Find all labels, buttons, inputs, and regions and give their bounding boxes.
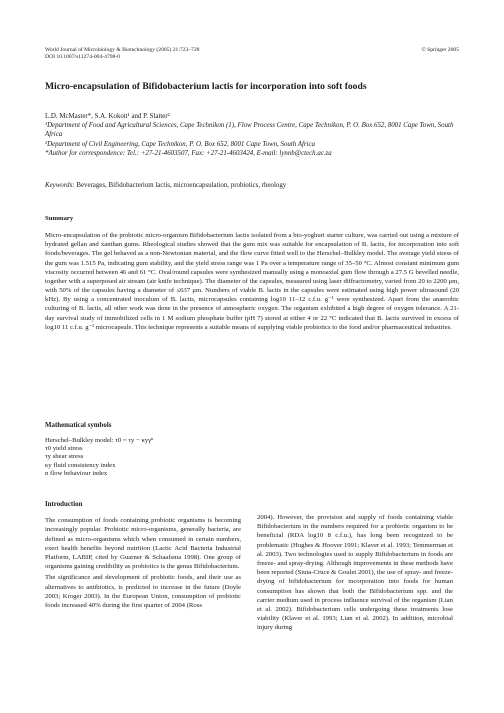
journal-citation: World Journal of Microbiology & Biotechnology (2005) 21:723–728 [45, 47, 200, 53]
intro-paragraph: The consumption of foods containing probiotic organisms is becoming increasingly popular. Probiotic micro-organisms, generally bacteria, are defined as micro-organisms which when consumed in certain numbers, exert health benefits beyond nutrition (Lactic Acid Bacteria Industrial Platform, LABIP, cited by Guarner & Schaafsma 1998). One group of organisms gaining credibility as probiotics is the genus Bifidobacterium. [45, 517, 241, 571]
article-title: Micro-encapsulation of Bifidobacterium lactis for incorporation into soft foods [45, 81, 367, 92]
intro-paragraph: 2004). However, the provision and supply of foods containing viable Bifidobacterium in the numbers required for a probiotic organism to be beneficial (RDA log10 8 c.f.u.), has long been recognized to be problematic (Hughes & Hoover 1991; Klaver et al. 1993; Temmerman et al. 2003). Two technologies used to supply Bifidobacterium in foods are freeze- and spray-drying. Although improvements in these methods have been reported (Siuta-Cruce & Goulet 2001), the use of spray- and freeze-drying of bifidobacterium for incorporation into foods for human consumption has shown that both the Bifidobacterium spp. and the carrier medium used in process influence survival of the organism (Lian et al. 2002). Bifidobacterium cells undergoing these treatments lose viability (Klaver et al. 1993; Lian et al. 2002). In addition, microbial injury during [257, 514, 453, 632]
doi: DOI 10.1007/s11274-004-4798-0 [45, 54, 120, 61]
running-header [45, 47, 459, 61]
right-column [257, 513, 453, 633]
affiliation-1: ¹Department of Food and Agricultural Sciences, Cape Technikon (1), Flow Process Centre, Cape Technikon, P. O. Box 652, 8001 Cape Town, South Africa [45, 122, 454, 139]
math-symbols-section [45, 422, 459, 478]
math-line: τ0 yield stress [45, 445, 83, 453]
math-line: Herschel–Bulkley model: τ0 = τy − κyγⁿ [45, 437, 154, 444]
author-block [45, 112, 459, 158]
math-line: τy shear stress [45, 453, 84, 461]
math-line: n flow behaviour index [45, 469, 108, 477]
keywords [45, 182, 459, 189]
author-list: L.D. McMaster*, S.A. Kokott¹ and P. Slatter² [45, 113, 170, 120]
summary-text: Micro-encapsulation of the probiotic micro-organism Bifidobacterium lactis isolated from a bio-yoghurt starter culture, was carried out using a mixture of hydrated gellan and xanthan gums. Rheological studies showed that the gum mix was suitable for encapsulation of B. lactis, for incorporation into soft foods/beverages. The gel behaved as a non-Newtonian material, and the flow curve fitted well to the Herschel–Bulkley model. The average yield stress of the gum was 1.515 Pa, indicating gum stability, and the yield stress range was 1 Pa over a temperature range of 35–50 °C. Almost constant minimum gum viscosity occurred between 46 and 61 °C. Oval/round capsules were synthesized manually using a monoaxial gum flow through a 27.5 G bevelled needle, together with a superposed air stream (air knife technique). The diameter of the capsules, measured using laser diffractometry, varied from 20 to 2200 μm, with 50% of the capsules having a diameter of ≤637 μm. Numbers of viable B. lactis in the capsules were estimated using high power ultrasound (20 kHz). By using a concentrated inoculum of B. lactis, microcapsules containing log10 11–12 c.f.u. g⁻¹ were synthesized. Apart from the anaerobic culturing of B. lactis, all other work was done in the presence of atmospheric oxygen. The organism exhibited a high degree of oxygen tolerance. A 21-day survival study of immobilized cells in 1 M sodium phosphate buffer (pH 7) stored at either 4 or 22 °C indicated that B. lactis survived in excess of log10 11 c.f.u. g⁻¹ microcapsule. This technique represents a suitable means of supplying viable probiotics to the food and/or pharmaceutical industries. [45, 232, 459, 331]
summary-heading: Summary [45, 215, 74, 222]
introduction-heading: Introduction [45, 501, 83, 508]
summary-section [45, 214, 459, 332]
intro-paragraph: The significance and development of probiotic foods, and their use as alternatives to antibiotics, is predicted to increase in the future (Doyle 2003; Kroger 2003). In the European Union, consumption of probiotic foods increased 40% during the first quarter of 2004 (Ross [45, 574, 241, 610]
correspondence: *Author for correspondence: Tel.: +27-21-4603507, Fax: +27-21-4603424, E-mail: lynnb@ctech.ac.za [45, 149, 332, 157]
left-column [45, 500, 241, 610]
keywords-label: Keywords: [45, 182, 75, 189]
math-symbols-heading: Mathematical symbols [45, 422, 112, 429]
math-line: κy fluid consistency index [45, 461, 116, 469]
publisher-copyright: © Springer 2005 [421, 47, 459, 53]
keywords-text: Beverages, Bifidobacterium lactis, microencapsulation, probiotics, rheology [76, 182, 287, 189]
affiliation-2: ²Department of Civil Engineering, Cape Technikon, P. O. Box 652, 8001 Cape Town, South Africa [45, 140, 316, 148]
